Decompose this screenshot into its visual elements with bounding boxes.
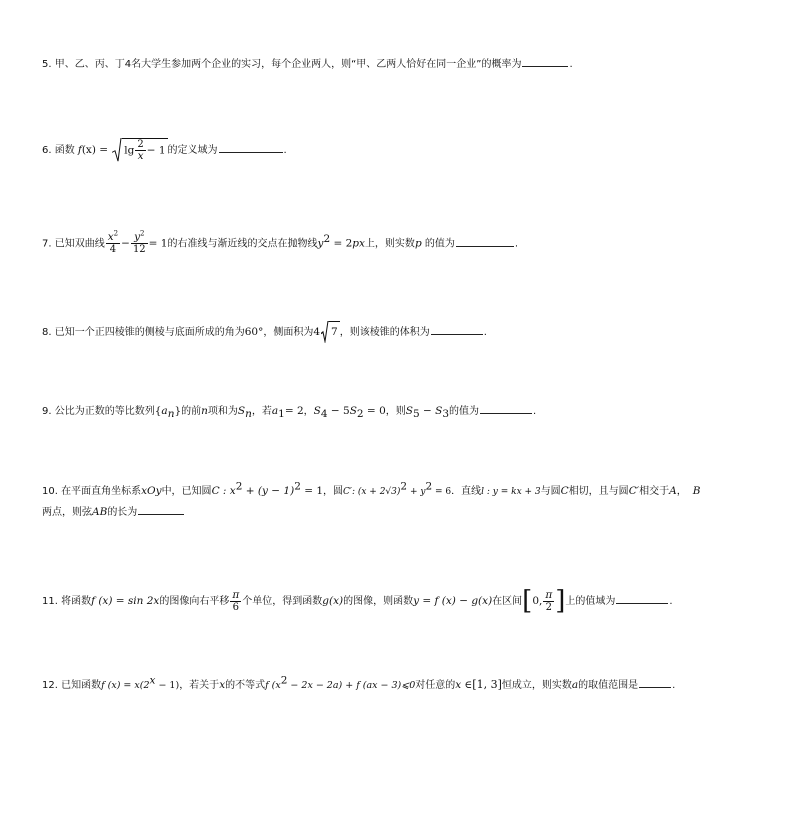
function-name: f — [77, 144, 82, 156]
fraction-x2-over-4: $\frac{x^2}{4}$ — [107, 229, 119, 255]
answer-blank[interactable] — [522, 55, 568, 67]
answer-blank[interactable] — [219, 141, 283, 153]
fraction-pi-over-6: $\frac{\pi}{6}$ — [232, 588, 240, 613]
question-number: 6. — [42, 145, 52, 156]
question-text: 甲、乙、丙、丁4名大学生参加两个企业的实习，每个企业两人，则“甲、乙两人恰好在同一企业”的概率为 — [54, 59, 522, 70]
fraction-pi-over-2: $\frac{\pi}{2}$ — [545, 588, 553, 613]
answer-blank[interactable] — [639, 676, 671, 688]
question-12: 12. 已知函数f $(x) = x(2^x - 1)$，若关于x的不等式f $(x^2 - 2x - 2a) + f$ (ax − 3)⩽0对任意的x ∈[1, 3]恒成立，则实数a的取值范围是 . — [42, 674, 676, 691]
question-number: 5. — [42, 59, 52, 70]
question-number: 12. — [42, 680, 58, 691]
answer-blank[interactable] — [480, 402, 532, 414]
question-5: 5. 甲、乙、丙、丁4名大学生参加两个企业的实习，每个企业两人，则“甲、乙两人恰好在同一企业”的概率为 . — [42, 55, 762, 75]
answer-blank[interactable] — [456, 235, 514, 247]
question-7: 7. 已知双曲线 $\frac{x^2}{4}$ − $\frac{y^2}{12}$ = 1的右准线与渐近线的交点在抛物线$y^2 = 2px$上，则实数p 的值为 . — [42, 229, 519, 255]
answer-blank[interactable] — [431, 323, 483, 335]
question-number: 11. — [42, 596, 58, 607]
radical-sign — [112, 138, 122, 162]
sqrt-expression: lg $\frac{2}{x}$ − 1 — [112, 138, 167, 162]
question-8: 8. 已知一个正四棱锥的侧棱与底面所成的角为60°，侧面积为4 7 ，则该棱锥的体积为 . — [42, 321, 762, 343]
question-11: 11. 将函数f (x) = sin 2x的图像向右平移 $\frac{\pi}{6}$ 个单位，得到函数g(x)的图像，则函数y = f (x) − g(x)在区间[0, $\frac{\pi}{2}$ ]上的值域为 . — [42, 586, 673, 616]
question-number: 7. — [42, 238, 52, 250]
question-number: 9. — [42, 406, 52, 417]
sqrt-7: 7 — [321, 321, 340, 343]
question-number: 8. — [42, 327, 52, 338]
question-9: 9. 公比为正数的等比数列$\{a_n\}$的前n项和为$S_n$，若$a_1= 2$，$S_4 - 5S_2 = 0$，则$S_5 - S_3$的值为 . — [42, 401, 762, 422]
answer-blank[interactable] — [138, 503, 184, 515]
question-10: 10. 在平面直角坐标系xOy中，已知圆C : $x^2 + (y - 1)^2 = 1$，圆C′: $(x + 2√3)^2 + y^2 = 6$．直线l : y = kx + 3与圆C相切，且与圆C′相交于A， B 两点，则弦AB的长为 — [42, 480, 701, 518]
fraction: $\frac{2}{x}$ — [137, 139, 144, 162]
question-number: 10. — [42, 486, 58, 497]
question-6: 6. 函数 f(x) = lg $\frac{2}{x}$ − 1 的定义域为 . — [42, 139, 287, 162]
fraction-y2-over-12: $\frac{y^2}{12}$ — [132, 229, 146, 255]
answer-blank[interactable] — [616, 592, 668, 604]
radical-sign — [321, 321, 329, 343]
